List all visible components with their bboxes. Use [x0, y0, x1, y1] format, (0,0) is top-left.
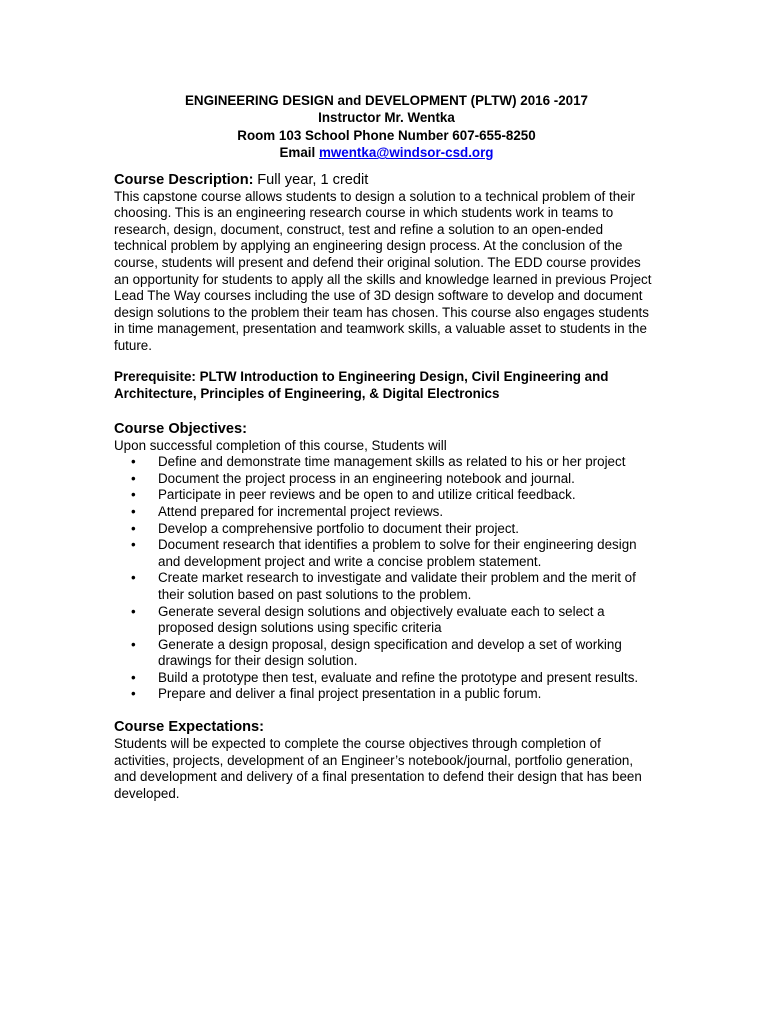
list-item [114, 537, 659, 570]
list-item [114, 454, 659, 471]
objective-text: Generate a design proposal, design specification and develop a set of working drawings for their design solution. [158, 636, 622, 669]
objective-text: Participate in peer reviews and be open to and utilize critical feedback. [158, 487, 576, 503]
course-objectives-heading: Course Objectives: [114, 420, 248, 437]
course-description-heading-line [114, 171, 659, 189]
bullet-icon: • [131, 570, 136, 586]
room-phone-line: Room 103 School Phone Number 607-655-8250 [237, 127, 536, 143]
objective-text: Document the project process in an engineering notebook and journal. [158, 470, 575, 486]
document-header [114, 92, 659, 162]
objective-text: Build a prototype then test, evaluate and refine the prototype and present results. [158, 669, 639, 685]
prerequisite: Prerequisite: PLTW Introduction to Engineering Design, Civil Engineering and Architecture, Principles of Engineering, & Digital Electronics [114, 368, 609, 401]
objective-text: Define and demonstrate time management skills as related to his or her project [158, 454, 626, 470]
bullet-icon: • [131, 669, 136, 685]
bullet-icon: • [131, 537, 136, 553]
bullet-icon: • [131, 487, 136, 503]
list-item [114, 637, 659, 670]
list-item [114, 604, 659, 637]
list-item [114, 521, 659, 538]
email-line [114, 144, 659, 161]
bullet-icon: • [131, 503, 136, 519]
bullet-icon: • [131, 686, 136, 702]
objective-text: Develop a comprehensive portfolio to document their project. [158, 520, 519, 536]
objective-text: Create market research to investigate and validate their problem and the merit of their solution based on past solutions to the problem. [158, 570, 636, 602]
list-item [114, 570, 659, 603]
instructor-line: Instructor Mr. Wentka [318, 110, 455, 126]
list-item [114, 504, 659, 521]
email-label: Email [279, 145, 316, 161]
course-title: ENGINEERING DESIGN and DEVELOPMENT (PLTW) 2016 -2017 [184, 93, 589, 108]
bullet-icon: • [131, 603, 136, 619]
document-page [114, 92, 659, 802]
objective-text: Prepare and deliver a final project presentation in a public forum. [158, 686, 542, 702]
list-item [114, 471, 659, 488]
email-link[interactable]: mwentka@windsor-csd.org [318, 145, 494, 161]
course-description-heading: Course Description: [114, 171, 254, 188]
course-expectations-heading: Course Expectations: [114, 719, 265, 736]
objective-text: Attend prepared for incremental project reviews. [158, 503, 444, 519]
objectives-list [114, 454, 659, 703]
course-description-body: This capstone course allows students to design a solution to a technical problem of their choosing. This is an engineering research course in which students work in teams to research, design, document, construct, test and refine a solution to an open-ended technical problem by applying an engineering design process. At the conclusion of the course, students will present and defend their original solution. The EDD course provides an opportunity for students to apply all the skills and knowledge learned in previous Project Lead The Way courses including the use of 3D design software to develop and document design solutions to the problem their team has chosen. This course also engages students in time management, presentation and teamwork skills, a valuable asset to students in the future. [114, 188, 652, 353]
list-item [114, 487, 659, 504]
objective-text: Generate several design solutions and objectively evaluate each to select a proposed design solutions using specific criteria [158, 603, 605, 636]
list-item [114, 670, 659, 687]
objective-text: Document research that identifies a problem to solve for their engineering design and development project and write a concise problem statement. [158, 537, 637, 569]
bullet-icon: • [131, 470, 136, 486]
list-item [114, 686, 659, 703]
bullet-icon: • [131, 520, 136, 536]
course-expectations-body: Students will be expected to complete the course objectives through completion of activities, projects, development of an Engineer’s notebook/journal, portfolio generation, and development and delivery of a final presentation to defend their design that has been developed. [114, 736, 642, 801]
bullet-icon: • [131, 454, 136, 470]
bullet-icon: • [131, 636, 136, 652]
course-duration: Full year, 1 credit [257, 171, 369, 188]
course-objectives-intro: Upon successful completion of this course, Students will [114, 437, 447, 453]
